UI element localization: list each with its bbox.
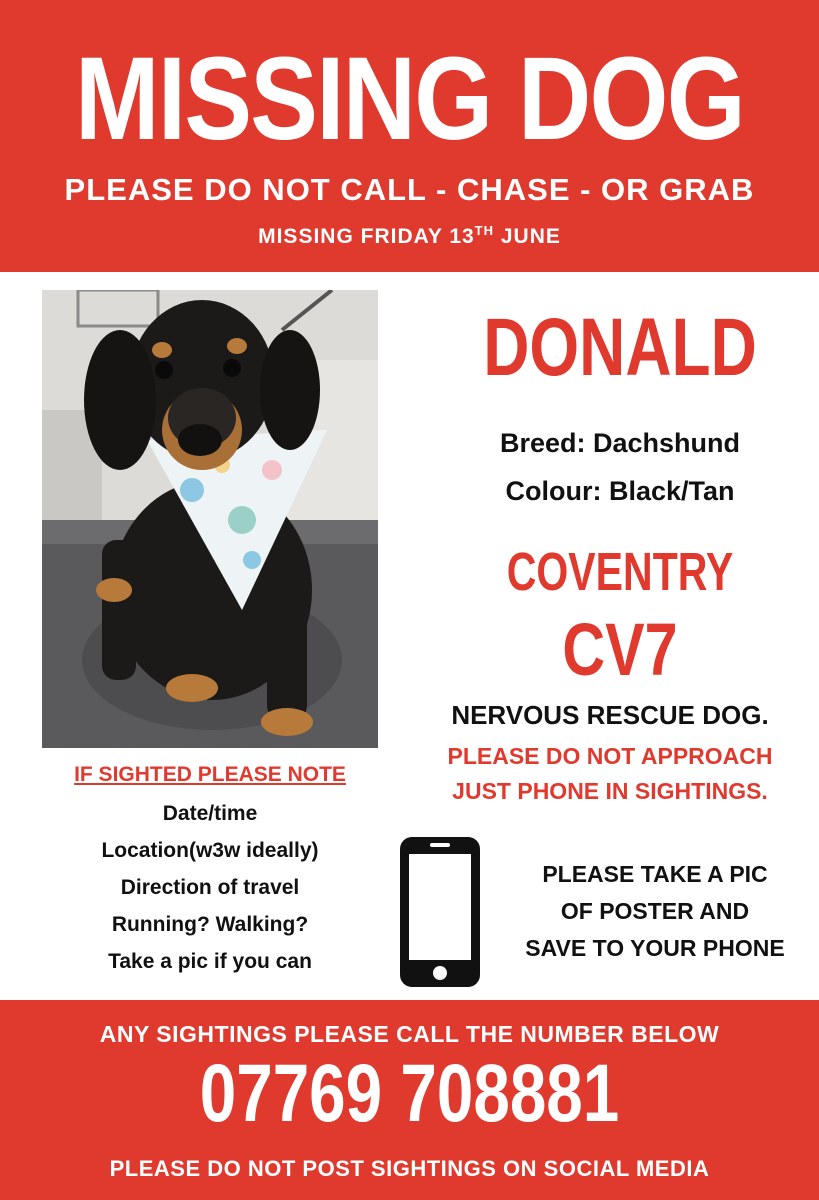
contact-phone-number: 07769 708881	[199, 1048, 620, 1139]
list-item: Date/time	[162, 802, 258, 825]
save-poster-line-2: OF POSTER AND	[560, 898, 750, 924]
missing-date-prefix: MISSING FRIDAY 13	[258, 225, 475, 248]
do-not-chase-warning: PLEASE DO NOT CALL - CHASE - OR GRAB	[64, 172, 755, 207]
sighting-note-heading: IF SIGHTED PLEASE NOTE	[74, 763, 346, 786]
dog-name: DONALD	[483, 302, 757, 393]
phone-sightings-note: JUST PHONE IN SIGHTINGS.	[452, 778, 768, 804]
sighting-note-list	[20, 795, 400, 980]
missing-date	[0, 216, 819, 252]
dog-colour: Colour: Black/Tan	[505, 476, 735, 506]
missing-date-suffix: TH	[474, 223, 495, 238]
call-instruction: ANY SIGHTINGS PLEASE CALL THE NUMBER BELOW	[99, 1021, 720, 1047]
dog-breed: Breed: Dachshund	[499, 428, 741, 458]
dachshund-photo-illustration	[42, 290, 378, 748]
save-poster-line-3: SAVE TO YOUR PHONE	[525, 935, 785, 961]
temperament-note: NERVOUS RESCUE DOG.	[451, 700, 769, 730]
missing-date-month: JUNE	[500, 225, 561, 248]
dog-photo	[42, 290, 378, 748]
list-item: Running? Walking?	[111, 913, 309, 936]
no-social-media-note: PLEASE DO NOT POST SIGHTINGS ON SOCIAL MEDIA	[109, 1156, 710, 1181]
location-postcode: CV7	[562, 608, 678, 691]
save-poster-prompt	[495, 856, 815, 967]
poster-title: MISSING DOG	[75, 33, 744, 165]
list-item: Direction of travel	[120, 876, 300, 899]
do-not-approach-note: PLEASE DO NOT APPROACH	[447, 743, 773, 769]
mobile-phone-icon	[397, 834, 483, 990]
save-poster-line-1: PLEASE TAKE A PIC	[542, 861, 768, 887]
location-area: COVENTRY	[506, 542, 734, 602]
list-item: Location(w3w ideally)	[101, 839, 319, 862]
list-item: Take a pic if you can	[108, 950, 312, 973]
